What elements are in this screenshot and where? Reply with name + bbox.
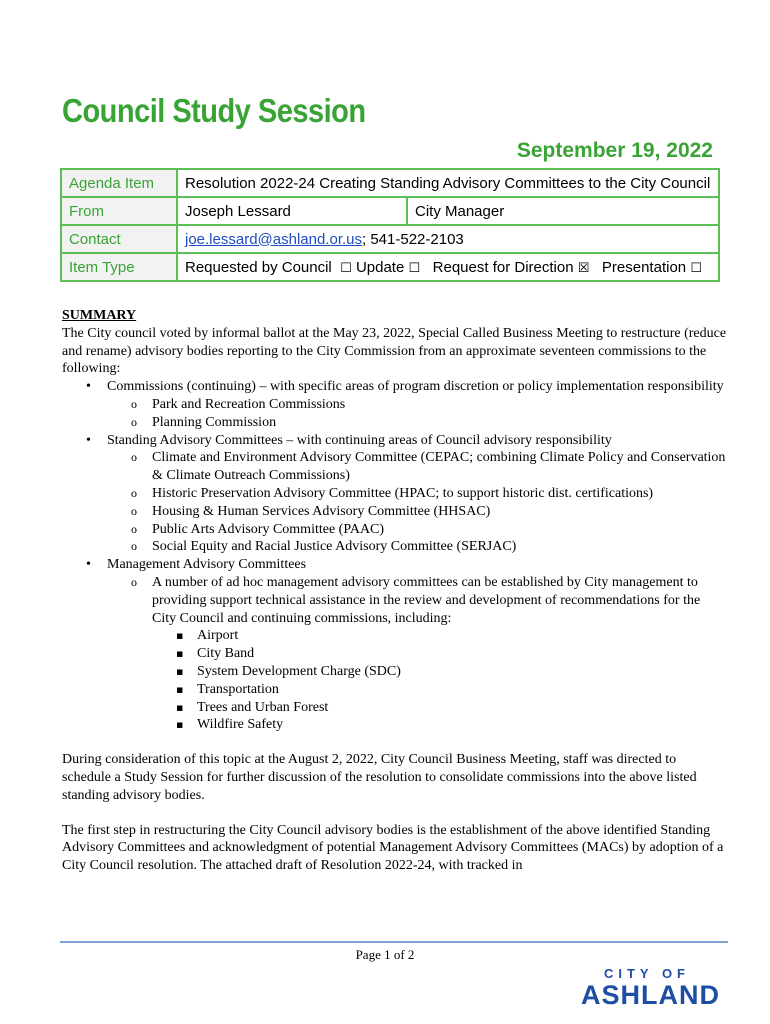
list-item: o Planning Commission <box>107 414 727 432</box>
footer-divider <box>60 941 728 943</box>
contact-row <box>61 225 719 253</box>
logo-top-text: CITY OF <box>603 966 690 981</box>
page-number: Page 1 of 2 <box>355 947 415 962</box>
standing-sublist <box>107 449 727 556</box>
list-item: ▪ Wildfire Safety <box>152 716 727 734</box>
list-item: ▪ Transportation <box>152 681 727 699</box>
management-committee-list <box>152 627 727 734</box>
checkbox-request-for-direction[interactable]: ☒ <box>577 260 590 276</box>
management-sublist <box>107 574 727 734</box>
from-label: From <box>61 197 177 225</box>
list-item: o Climate and Environment Advisory Committee (CEPAC; combining Climate Policy and Conservation & Climate Outreach Commissions) <box>107 449 727 485</box>
contact-label: Contact <box>61 225 177 253</box>
checkbox-presentation[interactable]: ☐ <box>690 260 702 276</box>
commissions-sublist <box>107 396 727 432</box>
paragraph-first-step: The first step in restructuring the City Council advisory bodies is the establishment of the above identified Standing Advisory Committees and acknowledgment of potential Management Advisory Committees (MACs) by adoption of a City Council resolution. The attached draft of Resolution 2022-24, with tracked in <box>62 822 724 874</box>
contact-phone: ; 541-522-2103 <box>362 230 464 248</box>
agenda-item-row <box>61 169 719 197</box>
list-item <box>107 574 727 734</box>
list-item: o Social Equity and Racial Justice Advisory Committee (SERJAC) <box>107 538 727 556</box>
list-item: ▪ City Band <box>152 645 727 663</box>
management-subtext: A number of ad hoc management advisory committees can be established by City management to providing support technical assistance in the review and development of recommendations for the City Council and continuing commissions, including: <box>152 574 701 626</box>
list-item <box>62 432 727 557</box>
item-type-label: Item Type <box>61 253 177 281</box>
checkbox-requested-by-council[interactable]: ☐ <box>340 260 352 276</box>
logo-main-text: ASHLAND <box>581 980 720 1010</box>
option-request-for-direction: Request for Direction <box>432 258 574 276</box>
item-type-row <box>61 253 719 281</box>
list-item <box>62 378 727 431</box>
from-title: City Manager <box>407 197 719 225</box>
agenda-item-label: Agenda Item <box>61 169 177 197</box>
list-item: o Housing & Human Services Advisory Committee (HHSAC) <box>107 503 727 521</box>
from-row <box>61 197 719 225</box>
standing-text: Standing Advisory Committees – with continuing areas of Council advisory responsibility <box>107 432 612 448</box>
city-logo <box>550 966 720 1009</box>
item-type-options <box>177 253 719 281</box>
list-item: o Public Arts Advisory Committee (PAAC) <box>107 521 727 539</box>
list-item: o Park and Recreation Commissions <box>107 396 727 414</box>
option-requested-by-council: Requested by Council <box>185 258 332 276</box>
from-name: Joseph Lessard <box>177 197 407 225</box>
paragraph-consideration: During consideration of this topic at the August 2, 2022, City Council Business Meeting, staff was directed to schedule a Study Session for further discussion of the resolution to consolidate commissions into the above listed standing advisory bodies. <box>62 752 697 803</box>
option-presentation: Presentation <box>601 258 687 276</box>
management-text: Management Advisory Committees <box>107 557 307 573</box>
agenda-item-value: Resolution 2022-24 Creating Standing Advisory Committees to the City Council <box>177 169 719 197</box>
contact-email-link[interactable]: joe.lessard@ashland.or.us <box>185 230 362 248</box>
agenda-info-table <box>60 168 720 282</box>
checkbox-update[interactable]: ☐ <box>408 260 421 276</box>
list-item: ▪ Trees and Urban Forest <box>152 699 727 717</box>
list-item: ▪ System Development Charge (SDC) <box>152 663 727 681</box>
page-title: Council Study Session <box>62 92 366 129</box>
contact-value <box>177 225 719 253</box>
commissions-text: Commissions (continuing) – with specific areas of program discretion or policy implementation responsibility <box>107 379 724 395</box>
advisory-body-list <box>62 378 727 734</box>
list-item <box>62 556 727 734</box>
meeting-date: September 19, 2022 <box>516 139 713 162</box>
summary-intro: The City council voted by informal ballot at the May 23, 2022, Special Called Business Meeting to restructure (reduce and rename) advisory bodies reporting to the City Commission from an approximate seventeen commissions to the following: <box>62 325 727 377</box>
list-item: ▪ Airport <box>152 627 727 645</box>
option-update: Update <box>355 258 405 276</box>
summary-heading: SUMMARY <box>62 308 137 323</box>
document-body <box>62 307 727 875</box>
list-item: o Historic Preservation Advisory Committee (HPAC; to support historic dist. certifications) <box>107 485 727 503</box>
